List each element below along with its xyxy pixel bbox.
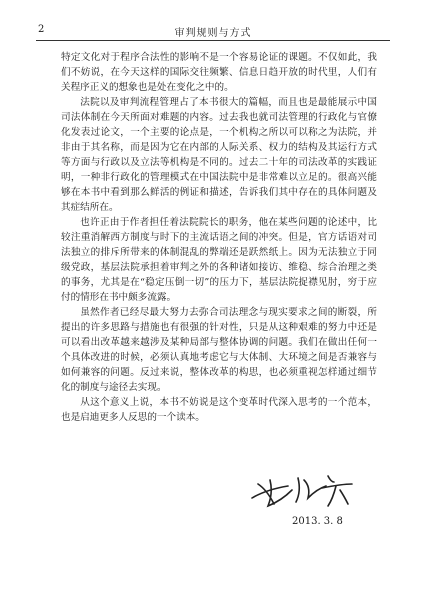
paragraph-2: 法院以及审判流程管理占了本书很大的篇幅，而且也是最能展示中国司法体制在今天所面对难题的内容。过去我也就司法管理的行政化与官僚化发表过论文，一个主要的论点是，一个机构之所以可以称之为法院，并非由于其名称，而是因为它在内部的人际关系、权力的结构及其运行方式等方面与行政以及立法等机构是不同的。过去二十年的司法改革的实践证明，一种非行政化的管理模式在中国法院中是非常难以立足的。很高兴能够在本书中看到那么鲜活的例证和描述，告诉我们其中存在的具体问题及其症结所在。 bbox=[61, 97, 377, 213]
page-number: 2 bbox=[38, 24, 45, 35]
running-header bbox=[36, 22, 390, 41]
handwritten-signature bbox=[248, 466, 358, 510]
paragraph-5: 从这个意义上说，本书不妨说是这个变革时代深入思考的一个范本，也是启迪更多人反思的一个读本。 bbox=[61, 397, 377, 423]
paragraph-4: 虽然作者已经尽最大努力去弥合司法理念与现实要求之间的断裂，所提出的许多思路与措施也有很强的针对性，只是从这种艰难的努力中还是可以看出改革越来越涉及某种局部与整体协调的问题。我们在做出任何一个具体改进的时候，必须认真地考虑它与大体制、大环境之间是否兼容与如何兼容的问题。反过来说，整体改革的构思，也必须重视怎样通过细节化的制度与途径去实现。 bbox=[61, 307, 377, 393]
running-title: 审判规则与方式 bbox=[174, 28, 252, 39]
date: 2013. 3. 8 bbox=[292, 516, 343, 527]
body-text bbox=[61, 50, 377, 425]
paragraph-3: 也许正由于作者担任着法院院长的职务，他在某些问题的论述中，比较注重消解西方制度与时下的主流话语之间的冲突。但是，官方话语对司法独立的排斥所带来的体制混乱的弊端还是跃然纸上。因为无法独立于同级党政，基层法院承担着审判之外的各种诸如接访、维稳、综合治理之类的事务，尤其是在“稳定压倒一切”的压力下，基层法院捉襟见肘，穷于应付的情形在书中颇多流露。 bbox=[61, 217, 377, 303]
paragraph-1: 特定文化对于程序合法性的影响不是一个容易论证的课题。不仅如此，我们不妨说，在今天这样的国际交往频繁、信息日趋开放的时代里，人们有关程序正义的想象也是处在变化之中的。 bbox=[61, 52, 377, 93]
